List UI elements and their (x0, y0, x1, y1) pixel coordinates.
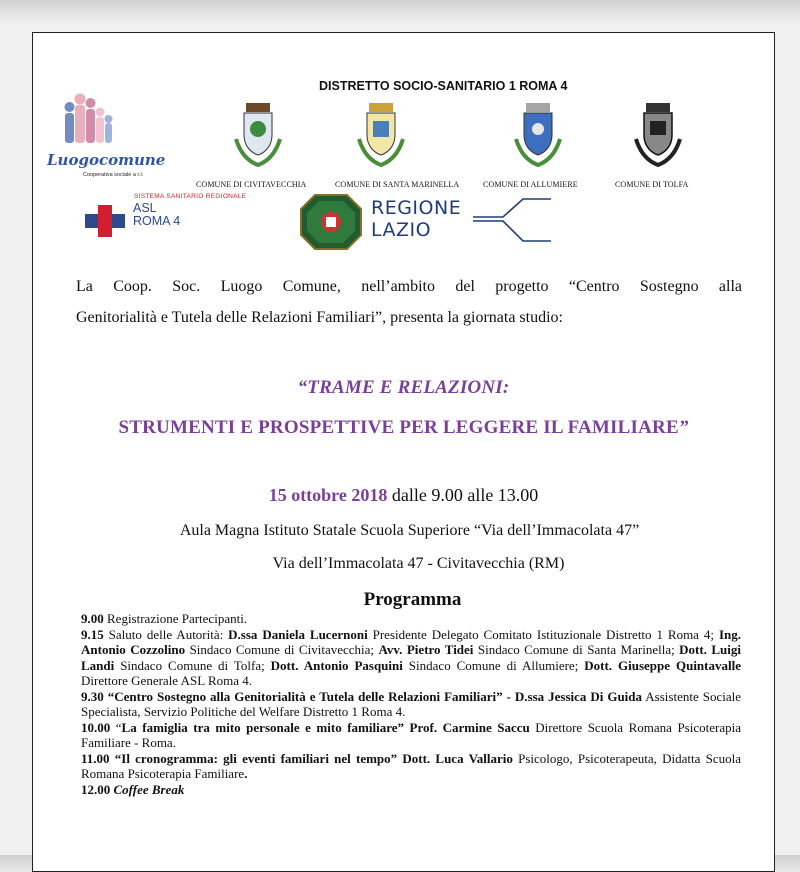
event-title-line-2 (33, 417, 774, 439)
document-page (32, 32, 775, 872)
speaker-name: Dott. Giuseppe Quintavalle (584, 657, 741, 673)
asl-subtitle: SISTEMA SANITARIO REGIONALE (134, 193, 247, 200)
asl-line1: ASL (133, 201, 157, 215)
intro-line-2: Genitorialità e Tutela delle Relazioni Familiari”, presenta la giornata studio: (76, 309, 563, 326)
program-text: Registrazione Partecipanti. (103, 611, 248, 626)
program-time: 9.00 (81, 611, 104, 626)
allumiere-crest-icon (508, 99, 568, 169)
event-date-line (33, 485, 774, 506)
program-text: Direttore Generale ASL Roma 4. (81, 673, 252, 688)
intro-paragraph (76, 271, 742, 333)
program-item (81, 720, 741, 751)
tolfa-crest-icon (628, 99, 688, 169)
allumiere-caption: COMUNE DI ALLUMIERE (483, 180, 578, 189)
santa-marinella-caption: COMUNE DI SANTA MARINELLA (335, 180, 460, 189)
program-time: 12.00 (81, 781, 111, 797)
program-text: Saluto delle Autorità: (103, 626, 229, 642)
program-text: Sindaco Comune di Civitavecchia; (185, 642, 379, 657)
santa-marinella-crest-icon (351, 99, 411, 169)
district-title: DISTRETTO SOCIO-SANITARIO 1 ROMA 4 (319, 79, 568, 93)
program-item (81, 611, 741, 627)
program-text: . (244, 766, 248, 781)
region-line1: REGIONE (371, 197, 462, 219)
speaker-name: Dott. Antonio Pasquini (270, 657, 403, 673)
event-venue-line-2: Via dell’Immacolata 47 - Civitavecchia (RM) (272, 555, 565, 572)
asl-line2: ROMA 4 (133, 214, 181, 228)
speaker-name: Avv. Pietro Tidei (378, 642, 474, 657)
luogo-comune-subtitle: Cooperativa sociale a r.l. (83, 172, 144, 178)
program-text: Coffee Break (110, 781, 185, 797)
program-text: Sindaco Comune di Allumiere; (402, 657, 585, 673)
speaker-name: Dott. Luigi Landi (81, 642, 742, 673)
luogo-comune-name: Luogocomune (47, 151, 166, 169)
program-time: 10.00 (81, 719, 111, 735)
program-item (81, 782, 741, 798)
event-title-line-1: “TRAME E RELAZIONI: (297, 377, 510, 398)
program-text: Sindaco Comune di Santa Marinella; (473, 642, 680, 657)
program-time: 9.15 (81, 626, 104, 642)
speaker-name: Ing. Antonio Cozzolino (81, 626, 741, 657)
program-item (81, 751, 741, 782)
asl-cross-icon (81, 201, 129, 241)
regione-lazio-lines-icon (473, 195, 551, 245)
civitavecchia-caption: COMUNE DI CIVITAVECCHIA (196, 180, 307, 189)
program-time: 9.30 (81, 688, 104, 704)
civitavecchia-crest-icon (228, 99, 288, 169)
event-time: dalle 9.00 alle 13.00 (387, 485, 539, 505)
program-text: Sindaco Comune di Tolfa; (114, 657, 271, 673)
talk-title: La famiglia tra mito personale e mito familiare” Prof. Carmine Saccu (121, 719, 530, 735)
tolfa-caption: COMUNE DI TOLFA (615, 180, 689, 189)
speaker-name: D.ssa Daniela Lucernoni (228, 626, 368, 642)
program-text: Presidente Delegato Comitato Istituzionale Distretto 1 Roma 4; (367, 626, 719, 642)
program-time: 11.00 (81, 750, 110, 766)
program-item (81, 689, 741, 720)
event-title-close-quote: ” (678, 417, 689, 438)
regione-lazio-emblem-icon (299, 193, 363, 251)
event-title-line-2-text: STRUMENTI E PROSPETTIVE PER LEGGERE IL FAMILIARE (118, 417, 679, 438)
program-list (81, 611, 741, 797)
regione-lazio-text (371, 197, 461, 241)
program-item (81, 627, 741, 689)
program-text: “ (110, 719, 122, 735)
region-line2: LAZIO (371, 219, 432, 241)
event-venue-line-1: Aula Magna Istituto Statale Scuola Superiore “Via dell’Immacolata 47” (179, 522, 640, 539)
talk-title: “Centro Sostegno alla Genitorialità e Tutela delle Relazioni Familiari” - D.ssa Jessica Di Guida (103, 688, 643, 704)
program-text: Direttore Scuola Romana Psicoterapia Familiare - Roma. (81, 719, 741, 750)
event-date: 15 ottobre 2018 (268, 485, 388, 505)
talk-title: “Il cronogramma: gli eventi familiari nel tempo” Dott. Luca Vallario (109, 750, 513, 766)
program-text: Psicologo, Psicoterapeuta, Didatta Scuola Romana Psicoterapia Familiare (81, 750, 742, 781)
program-text: Assistente Sociale Specialista, Servizio Politiche del Welfare Distretto 1 Roma 4. (81, 688, 741, 719)
program-title: Programma (363, 589, 462, 610)
intro-line-1: La Coop. Soc. Luogo Comune, nell’ambito del progetto “Centro Sostegno alla (76, 278, 742, 295)
asl-name (133, 202, 180, 228)
